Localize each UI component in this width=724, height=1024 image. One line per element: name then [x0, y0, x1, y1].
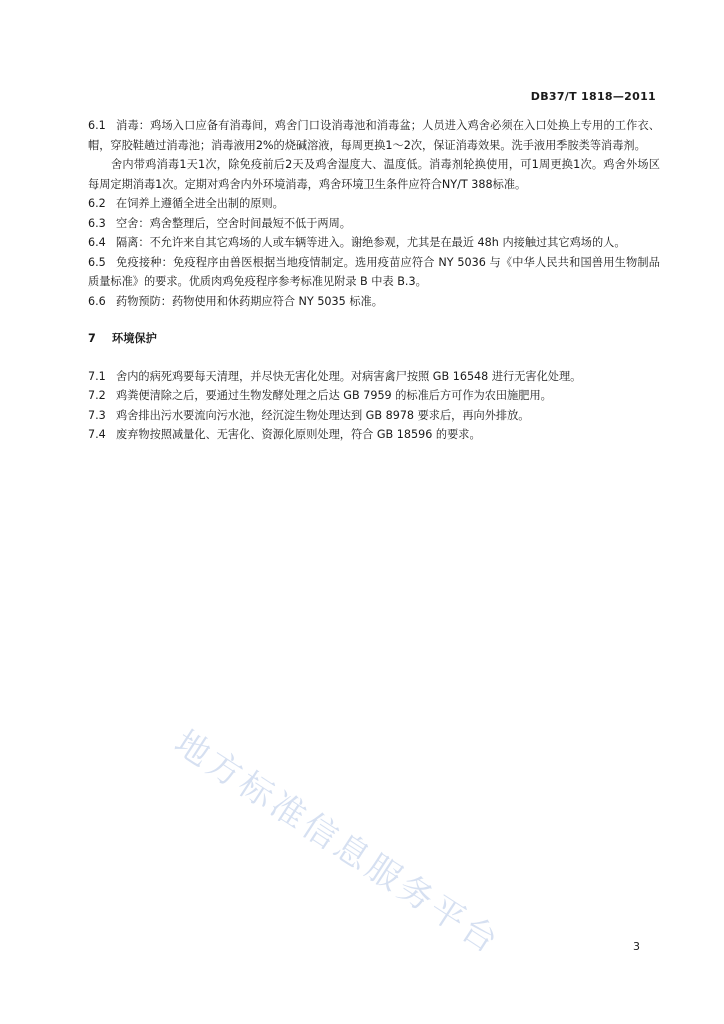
clause-text: 消毒：鸡场入口应备有消毒间，鸡舍门口设消毒池和消毒盆；人员进入鸡舍必须在入口处换上专用的工作衣、帽，穿胶鞋趟过消毒池；消毒液用2%的烧碱溶液，每周更换1～2次，保证消毒效果。洗手液用季胺类等消毒剂。: [88, 119, 660, 152]
clause-number: 6.5: [88, 255, 106, 269]
clause-6-1-continuation: [88, 155, 660, 194]
page-number: 3: [633, 940, 640, 953]
clause-6-2: [88, 194, 660, 214]
clause-6-4: [88, 233, 660, 253]
clause-text: 鸡粪便清除之后，要通过生物发酵处理之后达 GB 7959 的标准后方可作为农田施肥用。: [116, 389, 552, 402]
clause-7-4: [88, 425, 660, 445]
clause-number: 7.1: [88, 369, 106, 383]
clause-text: 舍内的病死鸡要每天清理，并尽快无害化处理。对病害禽尸按照 GB 16548 进行无害化处理。: [116, 369, 582, 383]
clause-text: 废弃物按照减量化、无害化、资源化原则处理，符合 GB 18596 的要求。: [116, 428, 481, 441]
clause-6-6: [88, 292, 660, 312]
clause-text: 在饲养上遵循全进全出制的原则。: [116, 197, 284, 210]
clause-7-2: [88, 386, 660, 406]
clause-text: 舍内带鸡消毒1天1次，除免疫前后2天及鸡舍湿度大、温度低。消毒剂轮换使用，可1周更换1次。鸡舍外场区每周定期消毒1次。定期对鸡舍内外环境消毒，鸡舍环境卫生条件应符合NY/T 388标准。: [88, 158, 660, 191]
clause-text: 药物预防：药物使用和休药期应符合 NY 5035 标准。: [116, 294, 383, 308]
clause-number: 6.3: [88, 216, 106, 230]
clause-number: 6.6: [88, 294, 106, 308]
clause-7-1: [88, 367, 660, 387]
clause-number: 6.4: [88, 236, 106, 249]
clause-6-3: [88, 214, 660, 234]
section-title: 环境保护: [112, 332, 157, 345]
clause-text: 鸡舍排出污水要流向污水池，经沉淀生物处理达到 GB 8978 要求后，再向外排放。: [116, 408, 530, 422]
clause-6-1: [88, 116, 660, 155]
clause-number: 6.1: [88, 119, 106, 132]
section-number: 7: [88, 332, 96, 345]
clause-text: 空舍：鸡舍整理后，空舍时间最短不低于两周。: [116, 216, 351, 230]
clause-text: 隔离：不允许来自其它鸡场的人或车辆等进入。谢绝参观，尤其是在最近 48h 内接触过其它鸡场的人。: [116, 236, 626, 249]
section-heading-7: [88, 329, 660, 349]
clause-text: 免疫接种：免疫程序由兽医根据当地疫情制定。选用疫苗应符合 NY 5036 与《中华人民共和国兽用生物制品质量标准》的要求。优质肉鸡免疫程序参考标准见附录 B 中表 B.3。: [88, 255, 660, 288]
clause-number: 7.3: [88, 408, 106, 422]
clause-6-5: [88, 253, 660, 292]
clause-number: 6.2: [88, 197, 106, 210]
standard-code: DB37/T 1818—2011: [530, 90, 656, 103]
watermark: 地方标准信息服务平台: [167, 722, 508, 964]
document-body: [88, 116, 660, 445]
clause-number: 7.4: [88, 428, 106, 441]
clause-7-3: [88, 406, 660, 426]
clause-number: 7.2: [88, 389, 106, 402]
